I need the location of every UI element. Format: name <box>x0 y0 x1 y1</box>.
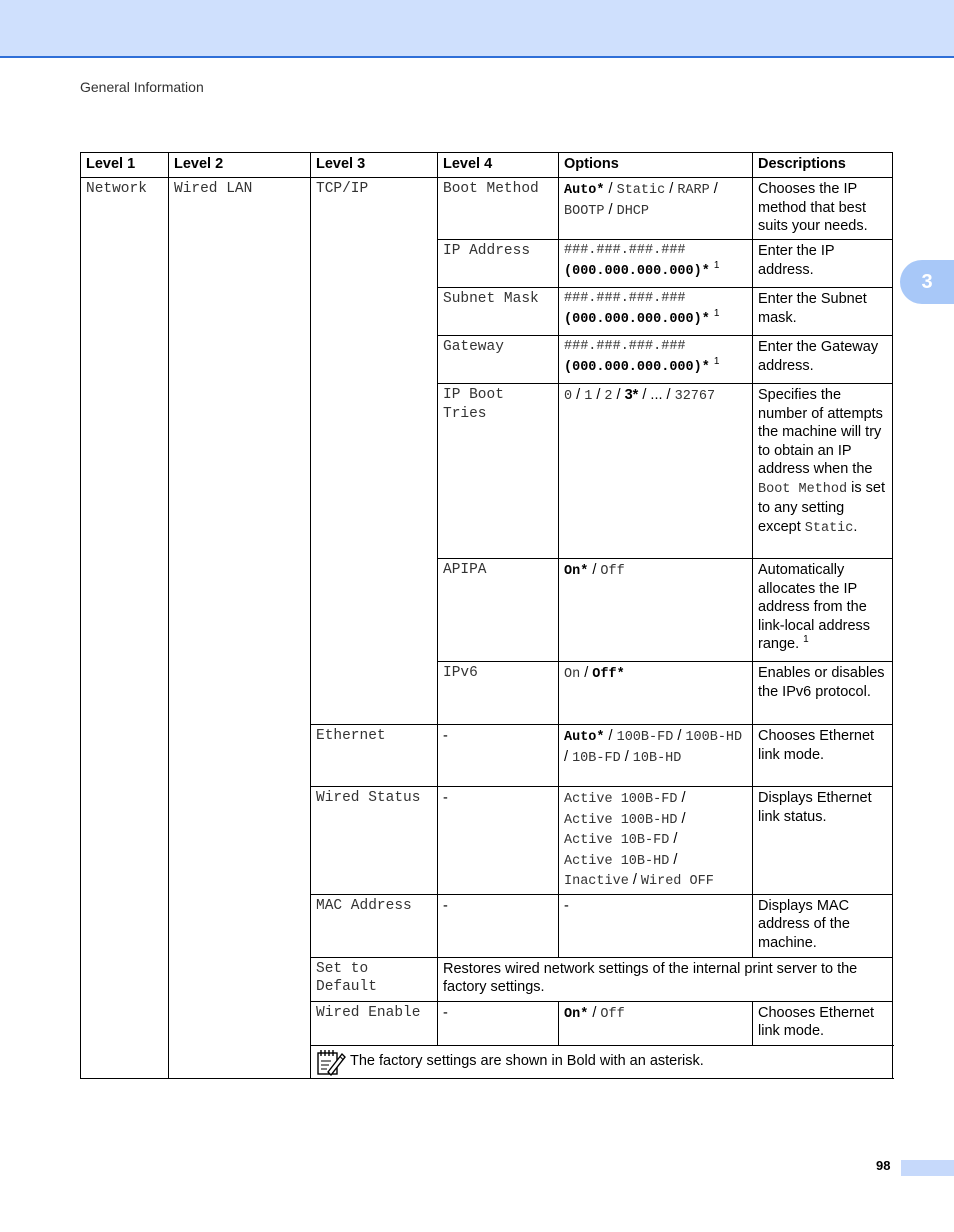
option-separator: / <box>681 790 686 806</box>
desc-mac-address: Displays MAC address of the machine. <box>753 894 893 957</box>
options-wired-enable <box>559 1001 753 1045</box>
level3-ethernet: Ethernet <box>311 725 438 787</box>
option-value: 100B-FD <box>616 730 674 745</box>
level2-wired-lan: Wired LAN <box>169 178 311 1079</box>
option-separator: / <box>608 201 613 218</box>
desc-text: is set to any setting except <box>758 479 885 535</box>
level4-subnet-mask: Subnet Mask <box>438 288 559 336</box>
top-band <box>0 0 954 58</box>
option-default: (000.000.000.000)* <box>564 311 710 327</box>
column-header: Level 3 <box>311 153 438 178</box>
options-ethernet <box>559 725 753 787</box>
option-separator: / <box>666 387 671 403</box>
running-header: General Information <box>80 79 204 95</box>
footnote-marker: 1 <box>803 634 809 646</box>
option-value: 2 <box>604 389 613 404</box>
options-apipa <box>559 559 753 662</box>
option-value: 32767 <box>674 389 716 404</box>
option-value: Wired OFF <box>640 874 714 889</box>
desc-text: . <box>853 518 858 535</box>
option-separator: / <box>592 562 597 578</box>
options-ip-address <box>559 240 753 288</box>
option-separator: / <box>642 387 647 403</box>
desc-boot-method: Chooses the IP method that best suits your needs. <box>753 178 893 240</box>
option-separator: / <box>608 728 613 744</box>
option-separator: / <box>673 851 678 868</box>
level4-ipv6: IPv6 <box>438 662 559 725</box>
desc-text: Automatically allocates the IP address from the link-local address range. <box>758 562 871 652</box>
level1-network: Network <box>81 178 169 1079</box>
option-separator: / <box>584 665 589 681</box>
level4-ethernet: - <box>438 725 559 787</box>
option-value: Active 100B-HD <box>564 812 678 828</box>
option-separator: / <box>624 748 629 765</box>
column-header: Level 2 <box>169 153 311 178</box>
option-separator: / <box>673 831 678 847</box>
level4-mac-address: - <box>438 894 559 957</box>
desc-ipv6: Enables or disables the IPv6 protocol. <box>753 662 893 725</box>
level3-wired-enable: Wired Enable <box>311 1001 438 1045</box>
options-boot-method <box>559 178 753 240</box>
option-separator: / <box>677 728 682 744</box>
table-header-row <box>81 153 893 178</box>
option-separator: / <box>596 387 601 403</box>
option-value: RARP <box>677 183 710 198</box>
footnote-marker: 1 <box>713 259 720 271</box>
level4-apipa: APIPA <box>438 559 559 662</box>
option-default: (000.000.000.000)* <box>564 359 710 375</box>
option-value: DHCP <box>616 203 650 219</box>
options-gateway <box>559 336 753 384</box>
option-value: On <box>564 667 581 682</box>
option-value: 1 <box>584 389 593 404</box>
level4-ip-address: IP Address <box>438 240 559 288</box>
option-ellipsis: ... <box>650 387 663 403</box>
option-value: Auto* <box>564 183 605 198</box>
level4-wired-status: - <box>438 787 559 895</box>
page-number-bar <box>901 1160 954 1176</box>
desc-gateway: Enter the Gateway address. <box>753 336 893 384</box>
level3-mac-address: MAC Address <box>311 894 438 957</box>
column-header: Level 4 <box>438 153 559 178</box>
option-value: Static <box>616 183 666 198</box>
note-cell <box>311 1045 893 1078</box>
option-separator: / <box>713 181 718 197</box>
desc-wired-enable: Chooses Ethernet link mode. <box>753 1001 893 1045</box>
options-mac-address: - <box>559 894 753 957</box>
page-number: 98 <box>876 1158 891 1173</box>
level4-wired-enable: - <box>438 1001 559 1045</box>
option-value: 10B-HD <box>632 750 682 766</box>
desc-text: Specifies the number of attempts the machine will try to obtain an IP address when the <box>758 387 883 477</box>
level3-set-to-default: Set to Default <box>311 957 438 1001</box>
option-mask: ###.###.###.### <box>564 243 686 258</box>
level3-tcpip: TCP/IP <box>311 178 438 725</box>
option-value: Off <box>600 1006 625 1022</box>
desc-ip-address: Enter the IP address. <box>753 240 893 288</box>
options-wired-status <box>559 787 753 895</box>
option-value: 100B-HD <box>685 730 743 745</box>
option-value: Off <box>600 564 625 579</box>
chapter-tab[interactable]: 3 <box>900 260 954 304</box>
table-row <box>81 178 893 240</box>
desc-code: Static <box>804 520 854 536</box>
option-value: BOOTP <box>564 203 605 219</box>
level4-gateway: Gateway <box>438 336 559 384</box>
footnote-marker: 1 <box>713 307 720 319</box>
option-mask: ###.###.###.### <box>564 339 686 354</box>
column-header: Descriptions <box>753 153 893 178</box>
note-pencil-icon <box>316 1048 346 1076</box>
option-value: 10B-FD <box>572 750 621 766</box>
option-default: (000.000.000.000)* <box>564 263 710 279</box>
option-value: 3* <box>624 387 639 403</box>
desc-code: Boot Method <box>758 481 848 497</box>
option-mask: ###.###.###.### <box>564 291 686 306</box>
option-separator: / <box>576 387 581 403</box>
option-value: Auto* <box>564 730 605 745</box>
option-value: Inactive <box>564 874 629 889</box>
option-value: On* <box>564 1006 589 1022</box>
desc-ip-boot-tries <box>753 384 893 559</box>
options-ip-boot-tries <box>559 384 753 559</box>
option-separator: / <box>564 748 569 765</box>
option-value: Active 10B-HD <box>564 853 670 869</box>
option-value: Off* <box>592 667 625 682</box>
level4-ip-boot-tries: IP Boot Tries <box>438 384 559 559</box>
option-separator: / <box>681 810 686 827</box>
option-value: Active 100B-FD <box>564 792 678 807</box>
options-ipv6 <box>559 662 753 725</box>
column-header: Options <box>559 153 753 178</box>
note-text: The factory settings are shown in Bold with an asterisk. <box>350 1053 704 1070</box>
option-separator: / <box>616 387 621 403</box>
option-separator: / <box>592 1004 597 1021</box>
option-value: Active 10B-FD <box>564 833 670 848</box>
desc-subnet-mask: Enter the Subnet mask. <box>753 288 893 336</box>
desc-set-to-default: Restores wired network settings of the internal print server to the factory settings. <box>438 957 893 1001</box>
option-separator: / <box>632 872 637 888</box>
level3-wired-status: Wired Status <box>311 787 438 895</box>
option-separator: / <box>608 181 613 197</box>
option-separator: / <box>669 181 674 197</box>
network-settings-table <box>80 152 893 1079</box>
desc-ethernet: Chooses Ethernet link mode. <box>753 725 893 787</box>
desc-wired-status: Displays Ethernet link status. <box>753 787 893 895</box>
level4-boot-method: Boot Method <box>438 178 559 240</box>
column-header: Level 1 <box>81 153 169 178</box>
options-subnet-mask <box>559 288 753 336</box>
option-value: On* <box>564 564 589 579</box>
desc-apipa <box>753 559 893 662</box>
footnote-marker: 1 <box>713 355 720 367</box>
option-value: 0 <box>564 389 573 404</box>
